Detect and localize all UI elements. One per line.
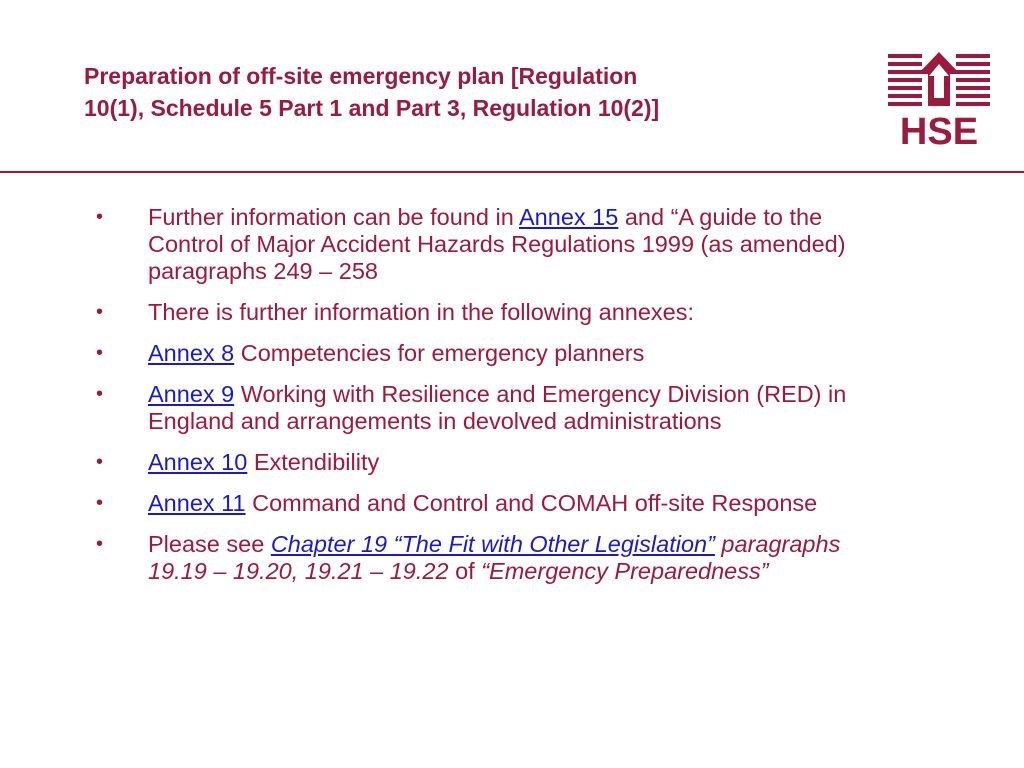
- slide-title: [84, 60, 844, 124]
- bullet-text: Please see: [148, 531, 271, 557]
- chapter-19-link[interactable]: Chapter 19 “The Fit with Other Legislation”: [270, 531, 715, 557]
- bullet-icon: •: [96, 301, 104, 323]
- bullet-text: Extendibility: [247, 449, 380, 475]
- bullet-text: “Emergency Preparedness”: [481, 558, 769, 584]
- bullet-text: Further information can be found in: [148, 204, 519, 230]
- bullet-text: There is further information in the following annexes:: [148, 299, 695, 325]
- bullet-text: Competencies for emergency planners: [234, 340, 645, 366]
- bullet-item-further-info: [96, 299, 886, 326]
- annex-8-link[interactable]: Annex 8: [148, 340, 235, 366]
- bullet-text: and “A guide to the Control of Major Accident Hazards Regulations 1999 (as amended) paragraphs 249 – 258: [148, 204, 846, 284]
- bullet-text: Working with Resilience and Emergency Division (RED) in England and arrangements in devolved administrations: [148, 381, 847, 434]
- bullet-text: paragraphs 19.19 – 19.20, 19.21 – 19.22: [148, 531, 841, 584]
- hse-logo: [886, 48, 992, 148]
- bullet-item-annex-9: [96, 381, 886, 435]
- bullet-icon: •: [96, 533, 104, 555]
- bullet-item-annex-8: [96, 340, 886, 367]
- annex-9-link[interactable]: Annex 9: [148, 381, 235, 407]
- annex-15-link[interactable]: Annex 15: [519, 204, 619, 230]
- bullet-icon: •: [96, 342, 104, 364]
- bullet-icon: •: [96, 451, 104, 473]
- annex-11-link[interactable]: Annex 11: [148, 490, 246, 516]
- bullet-text: of: [448, 558, 482, 584]
- bullet-item-annex-11: [96, 490, 886, 517]
- bullet-list: [96, 204, 886, 599]
- annex-10-link[interactable]: Annex 10: [148, 449, 248, 475]
- title-line-2: 10(1), Schedule 5 Part 1 and Part 3, Regulation 10(2)]: [84, 95, 660, 121]
- bullet-text: Command and Control and COMAH off-site Response: [245, 490, 818, 516]
- bullet-icon: •: [96, 383, 104, 405]
- bullet-icon: •: [96, 206, 104, 228]
- title-line-1: Preparation of off-site emergency plan [Regulation: [84, 63, 638, 89]
- bullet-item-annex-15: [96, 204, 886, 285]
- bullet-icon: •: [96, 492, 104, 514]
- title-divider: [0, 171, 1024, 173]
- bullet-item-chapter-19: [96, 531, 886, 585]
- logo-text: HSE: [899, 111, 979, 148]
- bullet-item-annex-10: [96, 449, 886, 476]
